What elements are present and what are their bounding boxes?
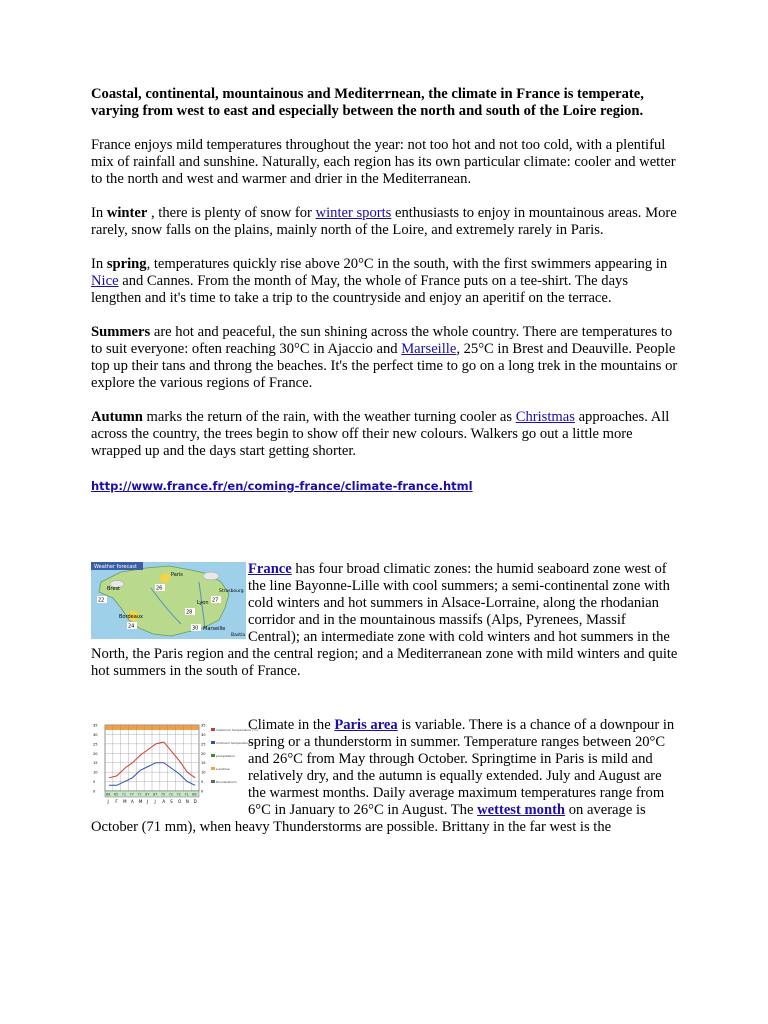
map-temp-brest: 22	[98, 597, 105, 604]
map-city-lyon: Lyon	[197, 600, 209, 606]
general-climate-paragraph: France enjoys mild temperatures throughout the year: not too hot and not too cold, with a plentiful mix of rainfall and sunshine. Naturally, each region has its own particular climate: cooler and wetter to the north and west and warmer and drier in the Mediterranean.	[91, 137, 676, 187]
map-temp-paris: 26	[156, 585, 163, 592]
chart-y-tick-left: 15	[93, 761, 98, 766]
chart-legend-label: minimum temperature (°C)	[216, 741, 257, 745]
map-temp-lyon: 28	[186, 609, 193, 616]
chart-y-tick-left: 5	[93, 780, 96, 785]
chart-precip-value: 72	[168, 792, 173, 797]
chart-legend-swatch	[211, 780, 215, 783]
climate-zones-paragraph: France has four broad climatic zones: the humid seaboard zone west of the line Bayonne-Lille with cool summers; a semi-continental zone with cold winters and hot summers in Alsace-Lorraine, along the rhodanian corridor and in the mountainous massifs (Alps, Pyrenees, Massif Central); an intermediate zone with cold winters and hot summers in the North, the Paris region and the central region; and a Mediterranean zone with mild winters and quite hot summers in the south of France.	[91, 561, 678, 679]
chart-precip-value: 71	[184, 792, 189, 797]
source-url-link[interactable]: http://www.france.fr/en/coming-france/climate-france.html	[91, 479, 473, 493]
chart-month-label: N	[185, 799, 189, 804]
wettest-month-link[interactable]: wettest month	[477, 802, 566, 818]
chart-y-tick-right: 5	[201, 780, 204, 785]
map-city-paris: Paris	[171, 572, 183, 578]
chart-y-tick-right: 35	[201, 723, 206, 728]
article	[91, 86, 681, 836]
spring-paragraph: In spring, temperatures quickly rise above 20°C in the south, with the first swimmers appearing in Nice and Cannes. From the month of May, the whole of France puts on a tee-shirt. The days lengthen and it's time to take a trip to the countryside and enjoy an aperitif on the terrace.	[91, 256, 668, 306]
chart-legend-swatch	[211, 767, 215, 770]
paris-climate-block	[91, 717, 681, 836]
map-city-brest: Brest	[107, 586, 121, 592]
chart-y-tick-left: 30	[93, 732, 98, 737]
chart-y-tick-left: 25	[93, 742, 98, 747]
chart-precip-value: 65	[113, 792, 119, 797]
chart-precip-value: 68	[106, 792, 111, 797]
chart-precip-value: 71	[121, 792, 126, 797]
chart-month-label: J	[146, 799, 148, 804]
chart-legend-swatch	[211, 728, 215, 731]
chart-y-tick-right: 10	[201, 770, 206, 775]
map-city-strasbourg: Strasbourg	[219, 589, 244, 594]
paris-climate-paragraph: Climate in the Paris area is variable. There is a chance of a downpour in spring or a thunderstorm in summer. Temperature ranges between 20°C and 26°C from May through October. Springtime in Paris is mild and relatively dry, and the autumn is equally extended. July and August are the warmest months. Daily average maximum temperatures range from 6°C in January to 26°C in August. The wettest month on average is October (71 mm), when heavy Thunderstorms are possible. Brittany in the far west is the	[91, 717, 675, 835]
chart-y-tick-left: 20	[93, 751, 98, 756]
weather-map-image	[91, 562, 246, 639]
map-city-marseille: Marseille	[203, 626, 226, 632]
chart-legend-label: thunderstorm	[216, 780, 237, 784]
chart-month-label: A	[162, 799, 166, 804]
intro-paragraph: Coastal, continental, mountainous and Mediterrnean, the climate in France is temperate, varying from west to east and especially between the north and south of the Loire region.	[91, 86, 644, 119]
chart-precip-value: 77	[137, 792, 142, 797]
france-link[interactable]: France	[248, 561, 292, 577]
summer-paragraph: Summers are hot and peaceful, the sun shining across the whole country. There are temperatures to to suit everyone: often reaching 30°C in Ajaccio and Marseille, 25°C in Brest and Deauville. People top up their tans and throng the beaches. It's the perfect time to go on a long trek in the mountains or explore the various regions of France.	[91, 324, 678, 391]
chart-legend-swatch	[211, 754, 215, 757]
chart-y-tick-left: 35	[93, 723, 98, 728]
chart-precip-value: 75	[160, 792, 166, 797]
chart-precip-value: 68	[192, 792, 197, 797]
map-title: Weather forecast	[94, 564, 137, 570]
winter-sports-link[interactable]: winter sports	[315, 205, 392, 221]
autumn-term: Autumn	[91, 409, 143, 425]
autumn-paragraph: Autumn marks the return of the rain, with the weather turning cooler as Christmas approaches. All across the country, the trees begin to show off their new colours. Walkers go out a little more wrapped up and the days start getting shorter.	[91, 409, 670, 459]
chart-month-label: J	[107, 799, 109, 804]
chart-y-tick-right: 20	[201, 751, 206, 756]
chart-month-label: J	[154, 799, 156, 804]
chart-y-tick-left: 0	[93, 789, 96, 794]
chart-y-tick-right: 15	[201, 761, 206, 766]
chart-precip-value: 72	[176, 792, 181, 797]
sun-icon	[160, 573, 170, 583]
winter-paragraph: In winter , there is plenty of snow for winter sports enthusiasts to enjoy in mountainous areas. More rarely, snow falls on the plains, mainly north of the Loire, and extremely rarely in Paris.	[91, 205, 677, 238]
chart-month-label: O	[178, 799, 182, 804]
chart-month-label: D	[193, 799, 197, 804]
chart-y-tick-right: 30	[201, 732, 206, 737]
nice-link[interactable]: Nice	[91, 273, 119, 289]
chart-legend-swatch	[211, 741, 215, 744]
summers-term: Summers	[91, 324, 151, 340]
chart-precip-value: 77	[129, 792, 134, 797]
chart-legend-label: sunshine	[216, 767, 230, 771]
chart-precip-value: 67	[153, 792, 158, 797]
map-temp-strasbourg: 27	[212, 597, 219, 604]
chart-month-label: M	[138, 799, 143, 804]
chart-month-label: S	[170, 799, 173, 804]
map-temp-bordeaux: 24	[128, 623, 135, 630]
chart-legend-label: precipitation	[216, 754, 235, 758]
marseille-link[interactable]: Marseille	[401, 341, 457, 357]
chart-y-tick-left: 10	[93, 770, 98, 775]
chart-precip-value: 67	[145, 792, 150, 797]
chart-legend-label: maximum temperature (°C)	[216, 728, 258, 732]
map-city-bastia: Bastia	[231, 633, 245, 638]
chart-y-tick-right: 25	[201, 742, 206, 747]
map-city-bordeaux: Bordeaux	[119, 614, 143, 620]
chart-month-label: A	[131, 799, 134, 804]
chart-month-label: M	[123, 799, 127, 804]
chart-y-tick-right: 0	[201, 789, 204, 794]
winter-term: winter	[106, 205, 148, 221]
chart-month-label: F	[115, 799, 118, 804]
christmas-link[interactable]: Christmas	[515, 409, 575, 425]
climate-zones-block	[91, 561, 681, 680]
paris-climate-chart	[91, 719, 258, 809]
spring-term: spring	[106, 256, 147, 272]
map-temp-marseille: 30	[192, 625, 199, 632]
cloud-icon	[203, 572, 219, 580]
paris-area-link[interactable]: Paris area	[334, 717, 398, 733]
